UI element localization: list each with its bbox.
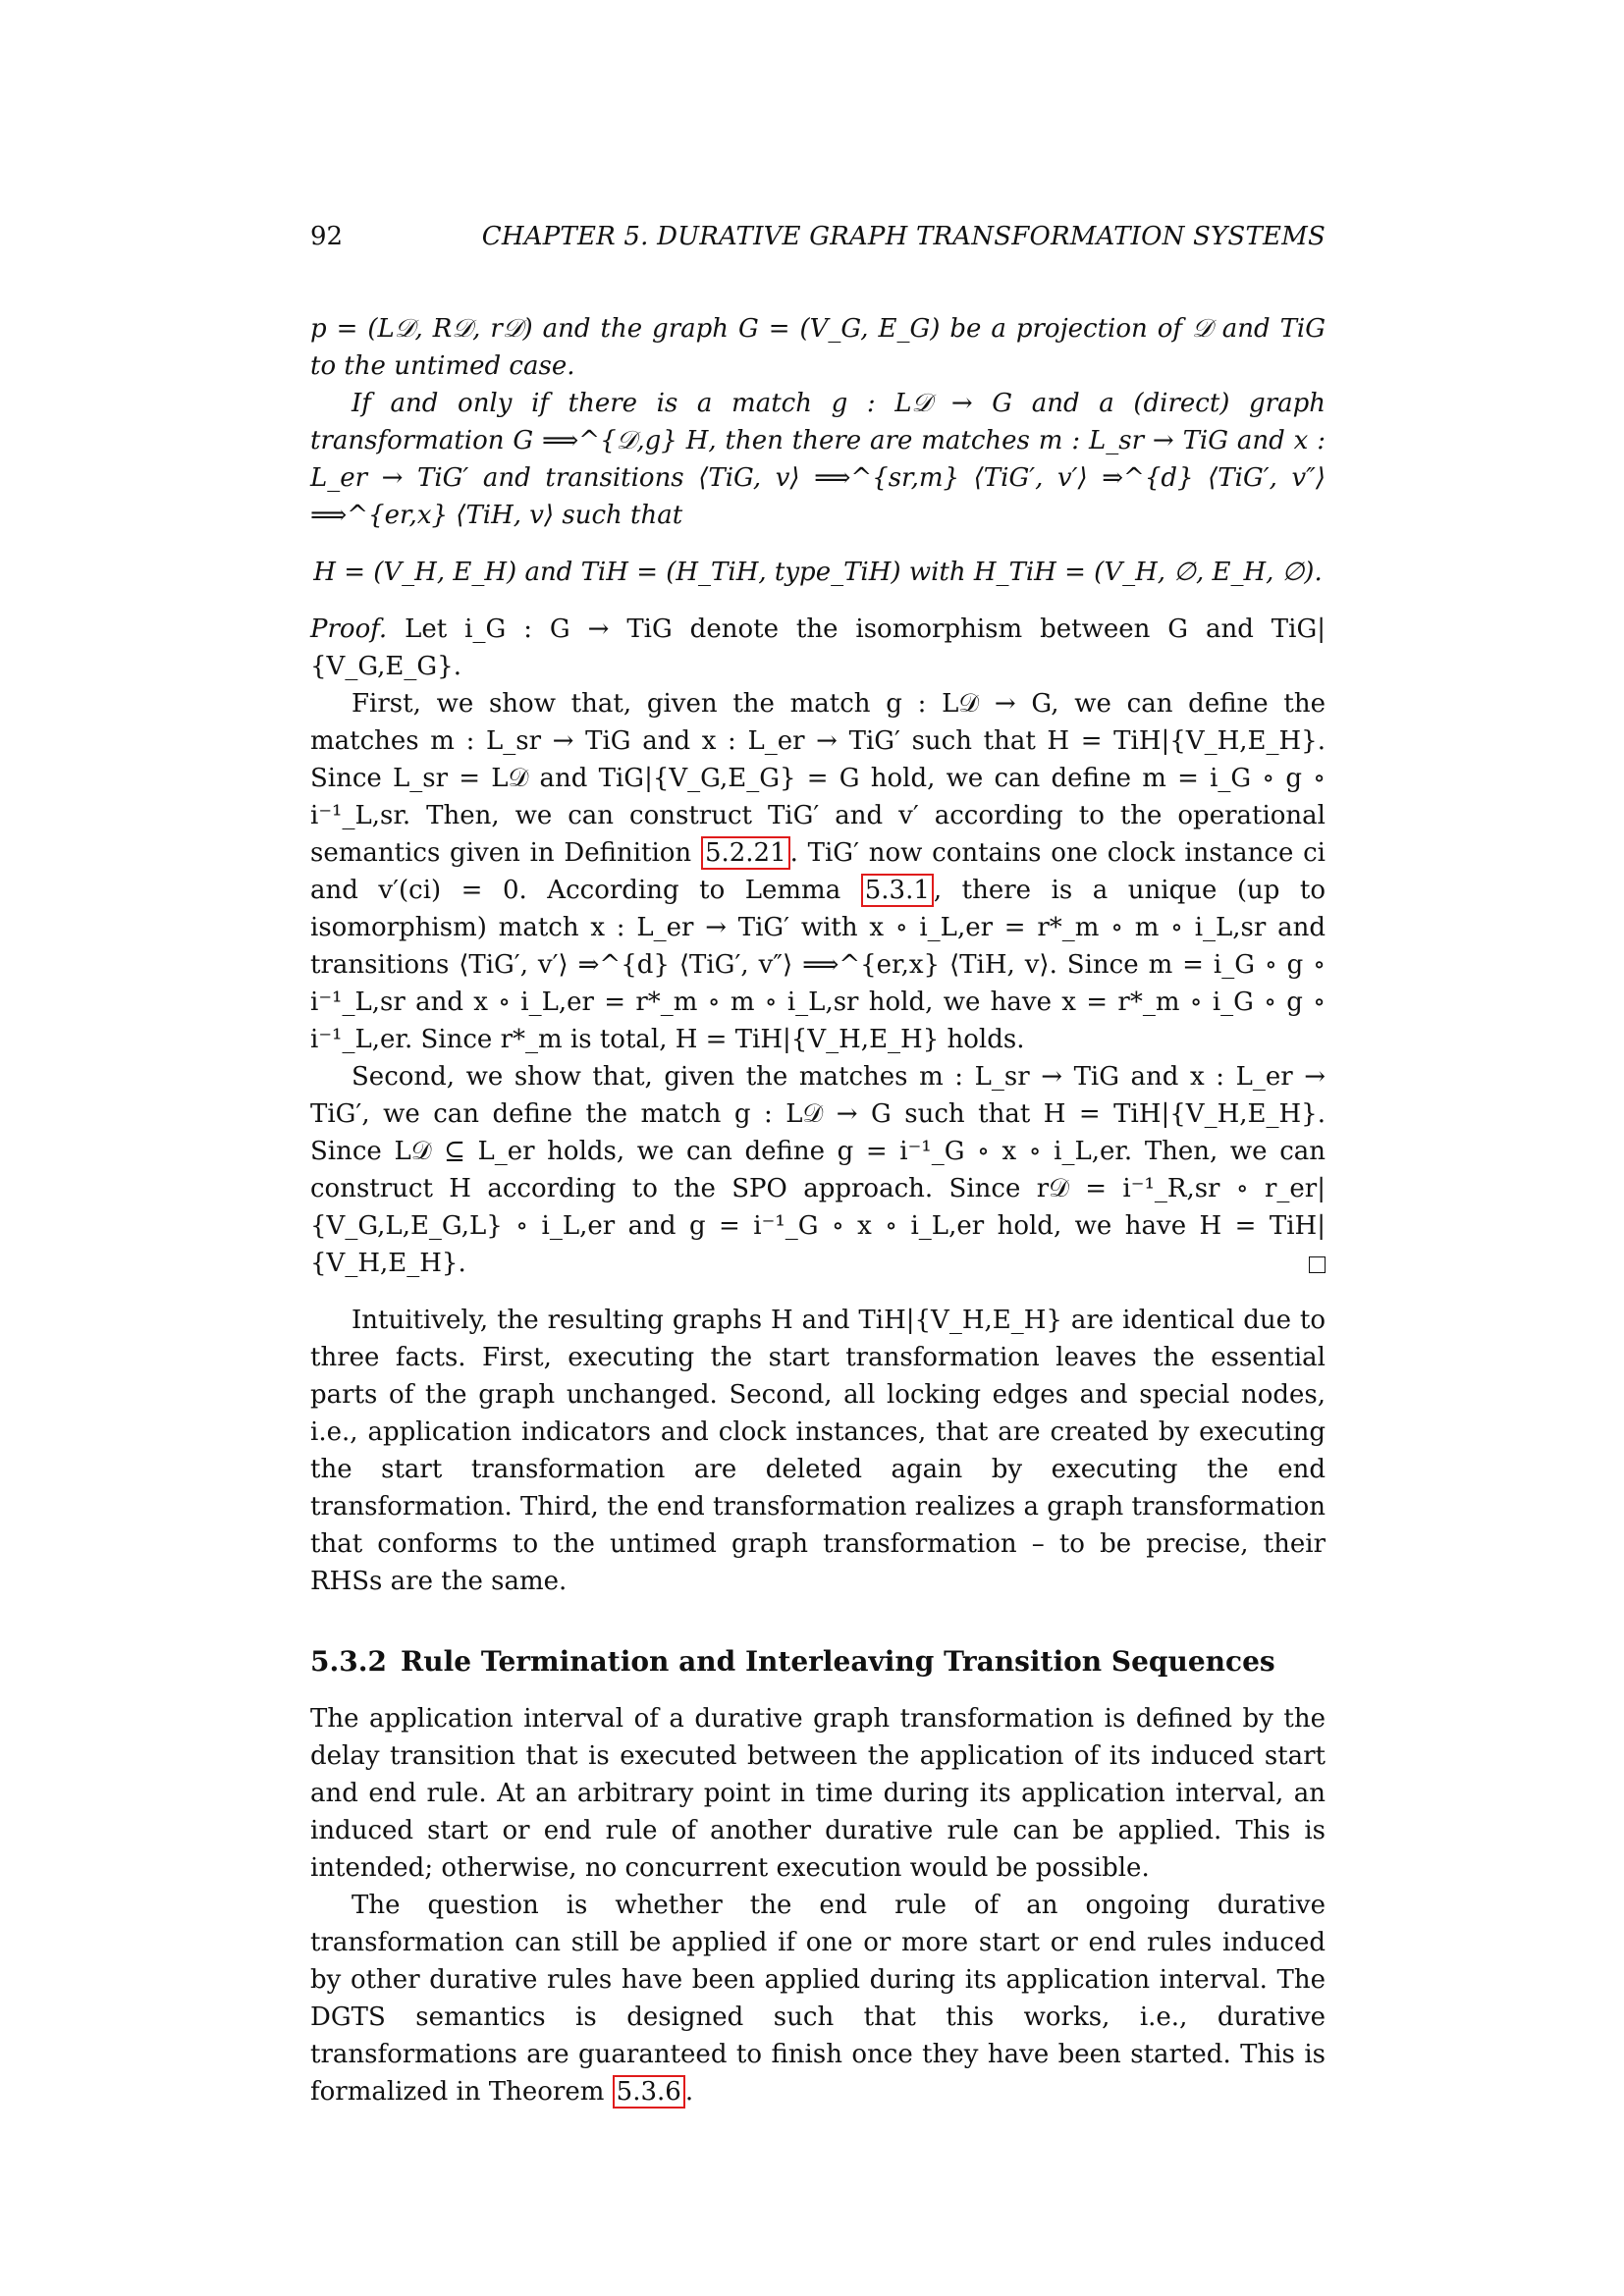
proof-paragraph-2: [310, 685, 1326, 1058]
proof-label: Proof.: [310, 614, 388, 644]
section-paragraph-2: [310, 1887, 1326, 2110]
proof-paragraph-3: [310, 1058, 1326, 1282]
section-heading: [310, 1643, 1326, 1681]
proof-paragraph-1: [310, 611, 1326, 685]
proof-text-3: Second, we show that, given the matches m : L_sr → TiG and x : L_er → TiG′, we can define the match g : L𝒟 → G such that H = TiH|{V_H,E_H}. Since L𝒟 ⊆ L_er holds, we can define g = i⁻¹_G ∘ x ∘ i_L,er. Then, we can construct H according to the SPO approach. Since r𝒟 = i⁻¹_R,sr ∘ r_er|{V_G,L,E_G,L} ∘ i_L,er and g = i⁻¹_G ∘ x ∘ i_L,er hold, we have H = TiH|{V_H,E_H}.: [310, 1062, 1326, 1278]
qed-box-icon: [1309, 1256, 1326, 1273]
intuition-paragraph: Intuitively, the resulting graphs H and TiH|{V_H,E_H} are identical due to three facts. First, executing the start transformation leaves the essential parts of the graph unchanged. Second, all locking edges and special nodes, i.e., application indicators and clock instances, that are created by executing the start transformation are deleted again by executing the end transformation. Third, the end transformation realizes a graph transformation that conforms to the untimed graph transformation – to be precise, their RHSs are the same.: [310, 1306, 1326, 1596]
chapter-title: CHAPTER 5. DURATIVE GRAPH TRANSFORMATION SYSTEMS: [481, 222, 1326, 251]
theorem-link[interactable]: 5.3.6: [613, 2075, 685, 2109]
theorem-display-equation: H = (V_H, E_H) and TiH = (H_TiH, type_TiH) with H_TiH = (V_H, ∅, E_H, ∅).: [313, 558, 1323, 587]
running-header: [310, 222, 1326, 261]
theorem-text-1: p = (L𝒟, R𝒟, r𝒟) and the graph G = (V_G, E_G) be a projection of 𝒟 and TiG to the untimed case.: [310, 314, 1326, 381]
section-title: Rule Termination and Interleaving Transition Sequences: [401, 1645, 1275, 1678]
page-number: 92: [310, 222, 344, 251]
proof-text-2a: First, we show that, given the match g : L𝒟 → G, we can define the matches m : L_sr → TiG and x : L_er → TiG′ such that H = TiH|{V_H,E_H}. Since L_sr = L𝒟 and TiG|{V_G,E_G} = G hold, we can define m = i_G ∘ g ∘ i⁻¹_L,sr. Then, we can construct TiG′ and v′ according to the operational semantics given in Definition: [310, 689, 1326, 868]
proof-text-2b: . TiG′ now contains one clock instance ci and v′(ci) = 0. According to Lemma: [310, 838, 1326, 905]
page-body: [310, 310, 1326, 2110]
section-number: 5.3.2: [310, 1645, 387, 1678]
section-text-2a: The question is whether the end rule of an ongoing durative transformation can still be applied if one or more start or end rules induced by other durative rules have been applied during its application interval. The DGTS semantics is designed such that this works, i.e., durative transformations are guaranteed to finish once they have been started. This is formalized in Theorem: [310, 1891, 1326, 2107]
lemma-link[interactable]: 5.3.1: [861, 874, 934, 907]
definition-link[interactable]: 5.2.21: [701, 836, 790, 870]
section-paragraph-1: The application interval of a durative graph transformation is defined by the delay transition that is executed between the application of its induced start and end rule. At an arbitrary point in time during its application interval, an induced start or end rule of another durative rule can be applied. This is intended; otherwise, no concurrent execution would be possible.: [310, 1704, 1326, 1883]
proof-text-1: Let i_G : G → TiG denote the isomorphism between G and TiG|{V_G,E_G}.: [310, 614, 1326, 681]
section-text-2b: .: [684, 2077, 694, 2107]
theorem-text-2: If and only if there is a match g : L𝒟 → G and a (direct) graph transformation G ⟹^{𝒟,g} H, then there are matches m : L_sr → TiG and x : L_er → TiG′ and transitions ⟨TiG, v⟩ ⟹^{sr,m} ⟨TiG′, v′⟩ ⇒^{d} ⟨TiG′, v″⟩ ⟹^{er,x} ⟨TiH, v⟩ such that: [310, 389, 1326, 530]
proof-text-2c: , there is a unique (up to isomorphism) match x : L_er → TiG′ with x ∘ i_L,er = r*_m ∘ m ∘ i_L,sr and transitions ⟨TiG′, v′⟩ ⇒^{d} ⟨TiG′, v″⟩ ⟹^{er,x} ⟨TiH, v⟩. Since m = i_G ∘ g ∘ i⁻¹_L,sr and x ∘ i_L,er = r*_m ∘ m ∘ i_L,sr hold, we have x = r*_m ∘ i_G ∘ g ∘ i⁻¹_L,er. Since r*_m is total, H = TiH|{V_H,E_H} holds.: [310, 876, 1326, 1054]
